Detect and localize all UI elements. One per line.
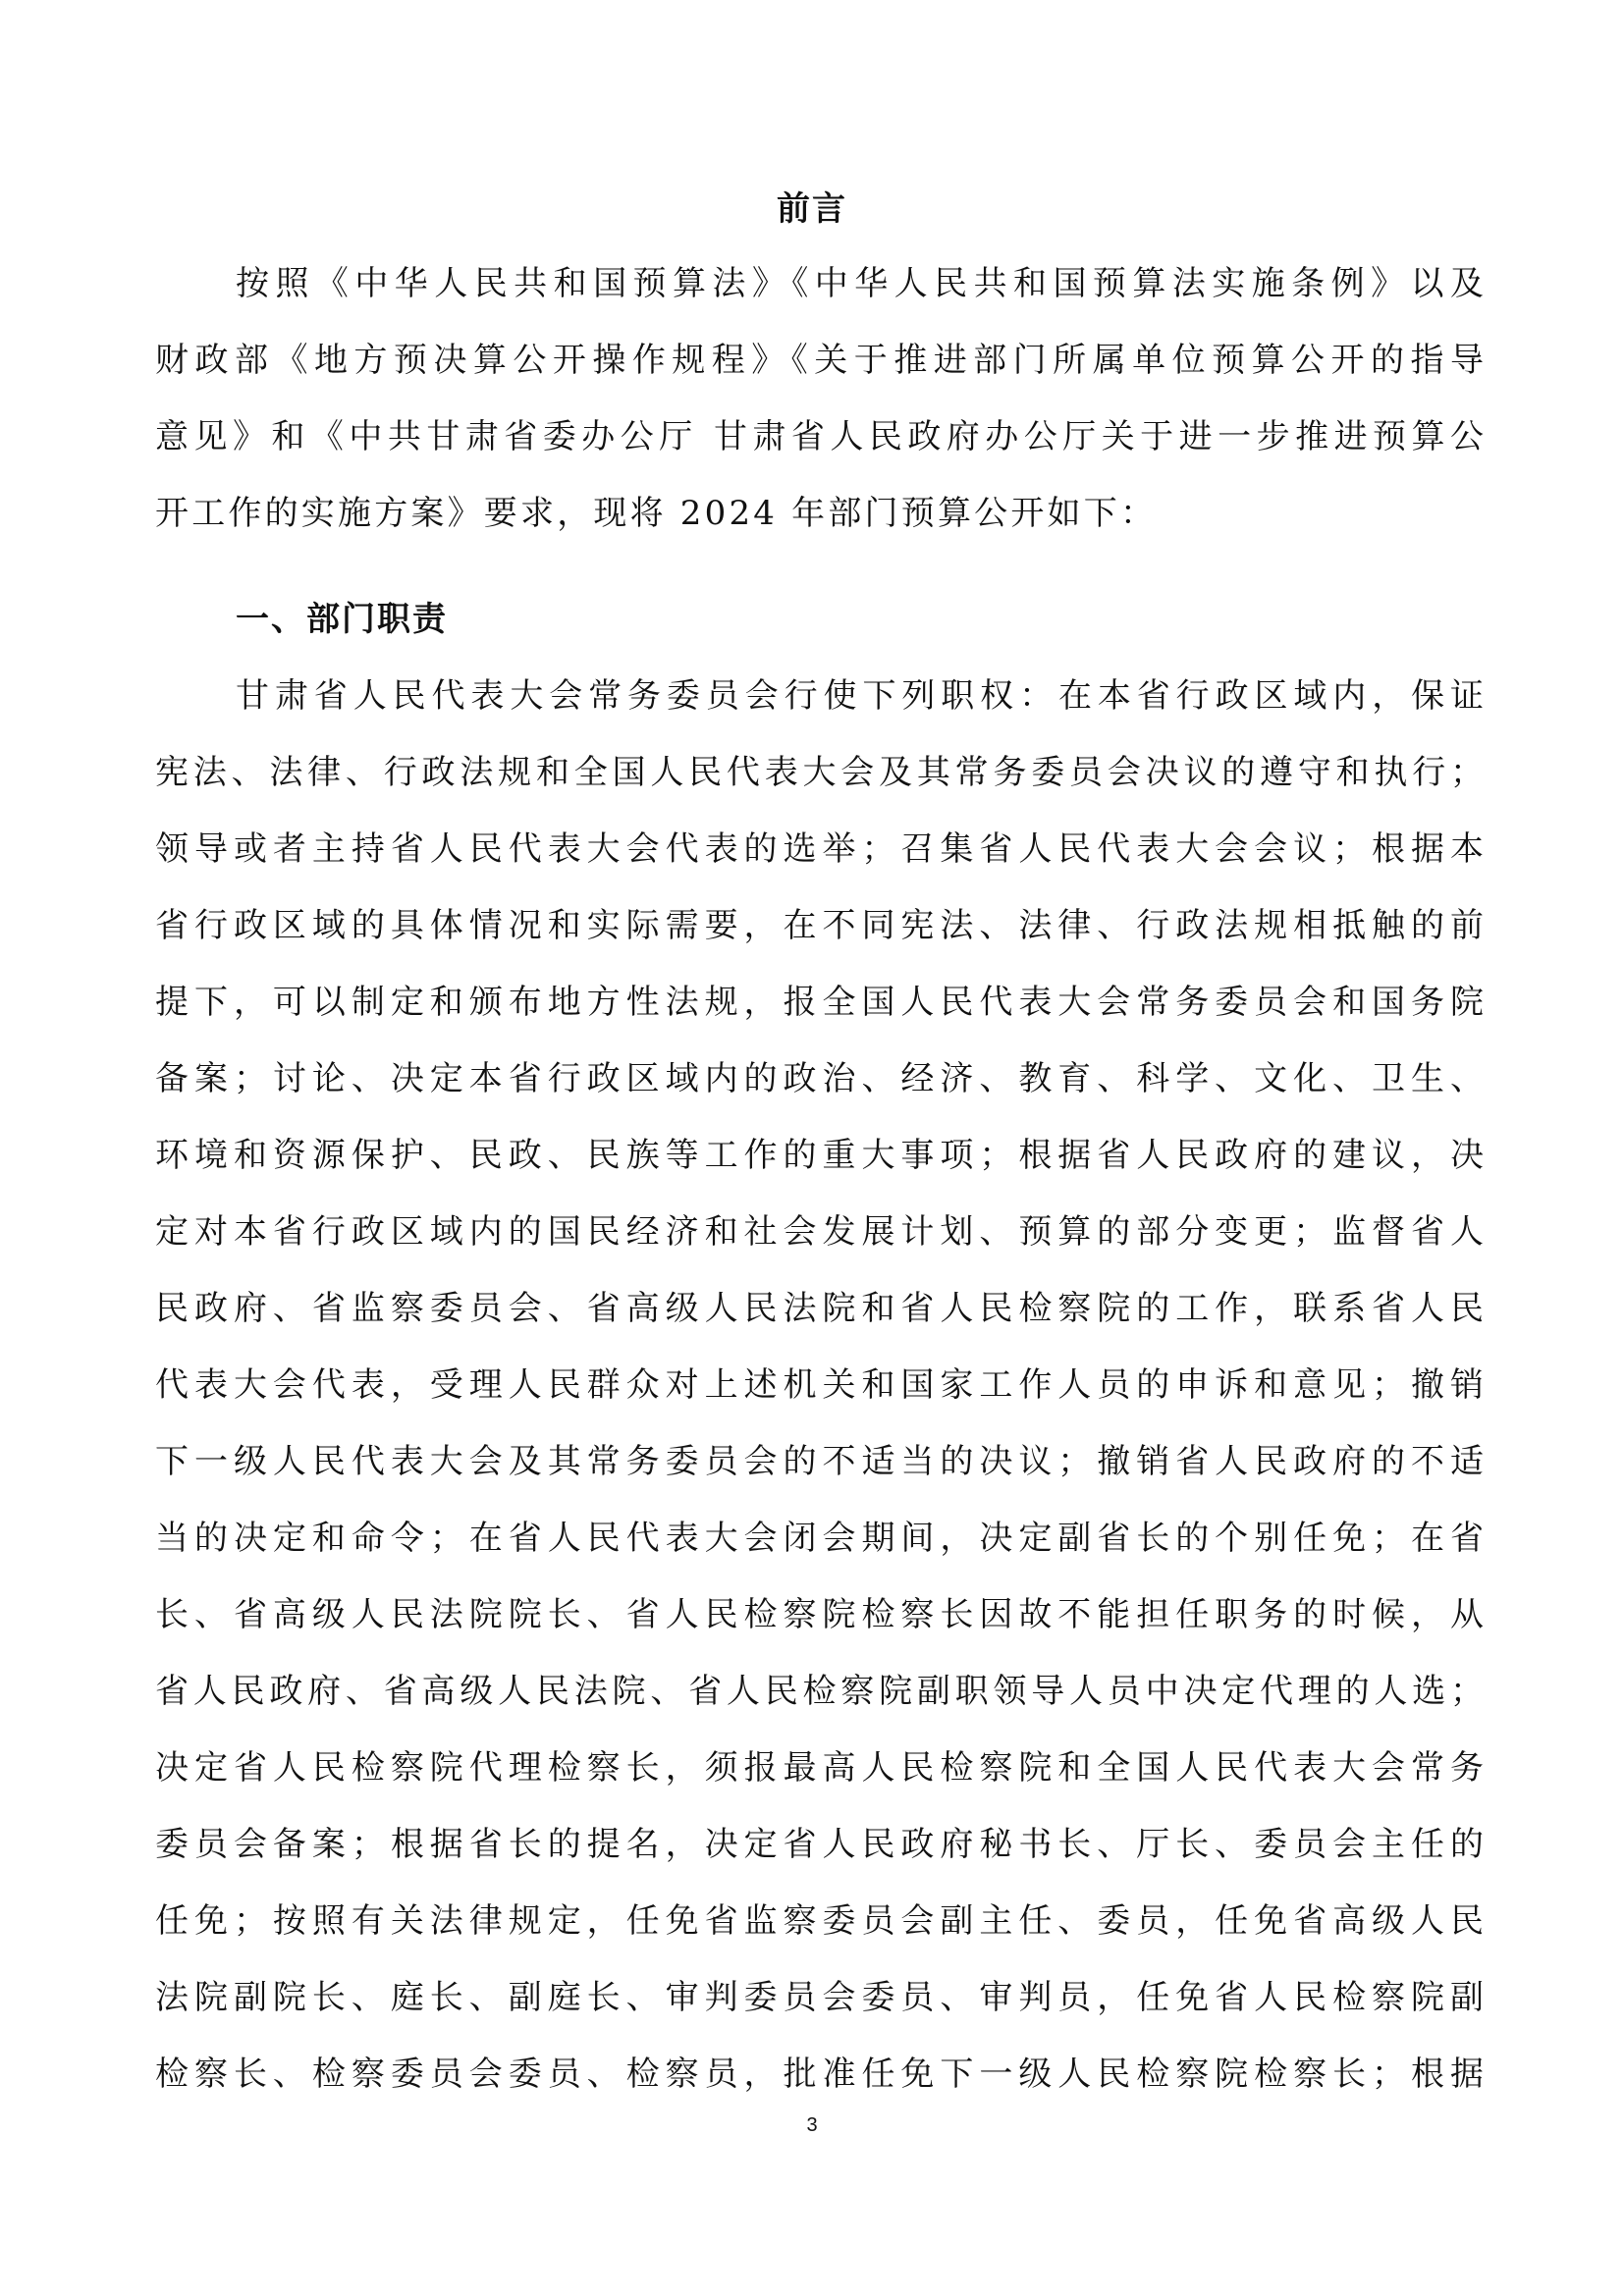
section-paragraph	[155, 658, 1484, 2112]
paragraph-line: 宪法、法律、行政法规和全国人民代表大会及其常务委员会决议的遵守和执行；	[155, 753, 1484, 792]
page-title: 前言	[777, 189, 847, 229]
paragraph-line: 代表大会代表，受理人民群众对上述机关和国家工作人员的申诉和意见；撤销	[155, 1365, 1484, 1405]
intro-paragraph	[155, 245, 1484, 552]
page-number: 3	[806, 2114, 818, 2136]
paragraph-line: 法院副院长、庭长、副庭长、审判委员会委员、审判员，任免省人民检察院副	[155, 1978, 1484, 2017]
paragraph-line: 甘肃省人民代表大会常务委员会行使下列职权：在本省行政区域内，保证	[236, 676, 1484, 716]
paragraph-line: 意见》和《中共甘肃省委办公厅 甘肃省人民政府办公厅关于进一步推进预算公	[155, 417, 1484, 456]
paragraph-line: 领导或者主持省人民代表大会代表的选举；召集省人民代表大会会议；根据本	[155, 829, 1484, 869]
paragraph-line: 财政部《地方预决算公开操作规程》《关于推进部门所属单位预算公开的指导	[155, 341, 1484, 380]
paragraph-line: 定对本省行政区域内的国民经济和社会发展计划、预算的部分变更；监督省人	[155, 1212, 1484, 1252]
paragraph-line: 开工作的实施方案》要求，现将 2024 年部门预算公开如下：	[155, 494, 1158, 533]
paragraph-line: 下一级人民代表大会及其常务委员会的不适当的决议；撤销省人民政府的不适	[155, 1442, 1484, 1481]
paragraph-line: 长、省高级人民法院院长、省人民检察院检察长因故不能担任职务的时候，从	[155, 1595, 1484, 1634]
paragraph-line: 委员会备案；根据省长的提名，决定省人民政府秘书长、厅长、委员会主任的	[155, 1825, 1484, 1864]
paragraph-line: 决定省人民检察院代理检察长，须报最高人民检察院和全国人民代表大会常务	[155, 1748, 1484, 1788]
paragraph-line: 省行政区域的具体情况和实际需要，在不同宪法、法律、行政法规相抵触的前	[155, 906, 1484, 945]
paragraph-line: 任免；按照有关法律规定，任免省监察委员会副主任、委员，任免省高级人民	[155, 1901, 1484, 1941]
paragraph-line: 民政府、省监察委员会、省高级人民法院和省人民检察院的工作，联系省人民	[155, 1289, 1484, 1328]
paragraph-line: 备案；讨论、决定本省行政区域内的政治、经济、教育、科学、文化、卫生、	[155, 1059, 1484, 1098]
paragraph-line: 检察长、检察委员会委员、检察员，批准任免下一级人民检察院检察长；根据	[155, 2055, 1484, 2094]
section-heading: 一、部门职责	[236, 600, 448, 639]
paragraph-line: 环境和资源保护、民政、民族等工作的重大事项；根据省人民政府的建议，决	[155, 1136, 1484, 1175]
paragraph-line: 当的决定和命令；在省人民代表大会闭会期间，决定副省长的个别任免；在省	[155, 1519, 1484, 1558]
paragraph-line: 按照《中华人民共和国预算法》《中华人民共和国预算法实施条例》以及	[236, 264, 1484, 303]
paragraph-line: 省人民政府、省高级人民法院、省人民检察院副职领导人员中决定代理的人选；	[155, 1672, 1484, 1711]
paragraph-line: 提下，可以制定和颁布地方性法规，报全国人民代表大会常务委员会和国务院	[155, 983, 1484, 1022]
